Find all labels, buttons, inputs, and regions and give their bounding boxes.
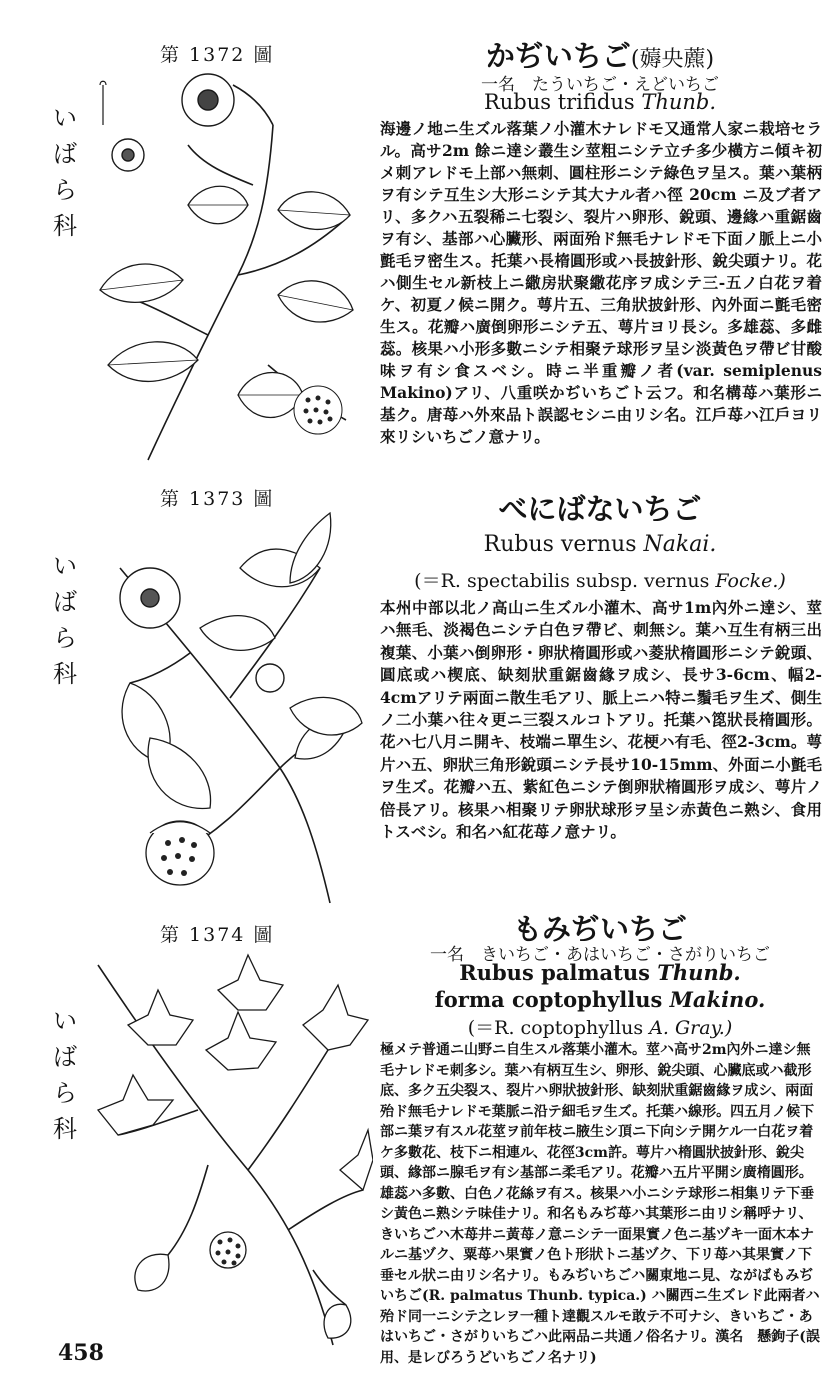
family-label-1374: い ば ら 科 [53,1007,77,1143]
figure-label-1374: 第 1374 圖 [160,924,275,946]
synonym-1374: (＝R. coptophyllus A. Gray.) [467,1017,733,1039]
description-1373: 本州中部以北ノ高山ニ生ズル小灌木、高サ1m內外ニ達シ、莖ハ無毛、淡褐色ニシテ白色ヲ帶ビ、刺無シ。葉ハ互生有柄三出複葉、小葉ハ倒卵形・卵狀楕圓形或ハ菱狀楕圓形ニシテ銳頭、圓底或ハ楔底、缺刻狀重鋸齒緣ヲ成シ、長サ3-6cm、幅2-4cmアリテ兩面ニ散生毛アリ、脈上ニハ特ニ鬚毛ヲ生ズ、側生ノ二小葉ハ往々更ニ三裂スルコトアリ。托葉ハ箆狀長楕圓形。花ハ七八月ニ開キ、枝端ニ單生シ、花梗ハ有毛、徑2-3cm。萼片ハ五、卵狀三角形銳頭ニシテ長サ10-15mm、外面ニ小氈毛ヲ生ズ。花瓣ハ五、紫紅色ニシテ倒卵狀楕圓形ヲ成シ、萼片ノ倍長アリ。核果ハ相聚リテ卵狀球形ヲ呈シ赤黃色ニ熟シ、食用トスベシ。和名ハ紅花苺ノ意ナリ。 [380,598,822,842]
figure-label-1373: 第 1373 圖 [160,488,275,510]
title-kagiichigo: かぢいちご(薅央藨) [485,39,715,73]
scientific-name-1373: Rubus vernus Nakai. [483,532,717,557]
description-1374: 極メテ普通ニ山野ニ自生スル落葉小灌木。莖ハ高サ2m內外ニ達シ無毛ナレドモ刺多シ。葉ハ有柄互生シ、卵形、銳尖頭、心臟底或ハ截形底、多ク五尖裂ス、裂片ハ卵狀披針形、缺刻狀重鋸齒緣ヲ成シ、兩面殆ド無毛ナレドモ葉脈ニ沿テ細毛ヲ生ズ。托葉ハ線形。四五月ノ候下部ニ葉ヲ有スル花莖ヲ前年枝ニ腋生シ頂ニ下向シテ開ケル一白花ヲ着ケ多數花、枝下ニ相連ル、花徑3cm許。萼片ハ楕圓狀披針形、銳尖頭、緣部ニ腺毛ヲ有シ基部ニ柔毛アリ。花瓣ハ五片平開シ廣楕圓形。雄蕊ハ多數、白色ノ花絲ヲ有ス。核果ハ小ニシテ球形ニ相集リテ下垂シ黃色ニ熟シテ味佳ナリ。和名もみぢ苺ハ其葉形ニ由リシ稱呼ナリ、きいちごハ木苺井ニ黃苺ノ意ニシテ一面果實ノ色ニ基ヅキ一面木本ナルニ基ヅク、粟苺ハ果實ノ色ト形狀トニ基ヅク、下リ苺ハ其果實ノ下垂セル狀ニ由リシ名ナリ。もみぢいちごハ關東地ニ見、ながばもみぢいちご(R. palmatus Thunb. typica.) ハ關西ニ生ズレド此兩者ハ殆ド同一ニシテ之レヲ一種ト達觀スルモ敢テ不可ナシ、きいちご・あはいちご・さがりいちごハ此兩品ニ共通ノ俗名ナリ。漢名 懸鉤子(誤用、是レびろうどいちごノ名ナリ) [380,1042,820,1366]
title-benibanaichigo: べにばないちご [498,492,702,526]
description-1372: 海邊ノ地ニ生ズル落葉ノ小灌木ナレドモ又通常人家ニ栽培セラル。高サ2m 餘ニ達シ叢生シ莖粗ニシテ立チ多少橫方ニ傾キ初メ刺アレドモ上部ハ無刺、圓柱形ニシテ綠色ヲ呈ス。葉ハ葉柄ヲ有シテ互生シ大形ニシテ其大ナル者ハ徑 20cm ニ及ブ者アリ、多クハ五裂稀ニ七裂シ、裂片ハ卵形、銳頭、邊緣ハ重鋸齒ヲ有シ、基部ハ心臟形、兩面殆ド無毛ナレドモ下面ノ脈上ニ小氈毛ヲ密生ス。托葉ハ長楕圓形或ハ長披針形、銳尖頭ナリ。花ハ側生セル新枝上ニ繖房狀聚繖花序ヲ成シテ三-五ノ白花ヲ着ケ、初夏ノ候ニ開ク。萼片五、三角狀披針形、內外面ニ氈毛密生ス。花瓣ハ廣倒卵形ニシテ五、萼片ヨリ長シ。多雄蕊、多雌蕊。核果ハ小形多數ニシテ相聚テ球形ヲ呈シ淡黃色ヲ帶ビ甘酸味ヲ有シ食スベシ。時ニ半重瓣ノ者(var. semiplenus Makino)アリ、八重咲かぢいちごト云フ。和名構苺ハ葉形ニ基ク。唐苺ハ外來品ト誤認セシニ由リシ名。江戶苺ハ江戶ヨリ來リシいちごノ意ナリ。 [380,119,823,446]
family-label-1373: い ば ら 科 [53,552,77,688]
synonym-1373: (＝R. spectabilis subsp. vernus Focke.) [414,570,786,592]
forma-1374: forma coptophyllus Makino. [434,987,766,1012]
scientific-name-1374: Rubus palmatus Thunb. [459,960,741,985]
scientific-name-1372: Rubus trifidus Thunb. [483,90,717,114]
alt-name-kagiichigo: 一名 たういちご・えどいちご [481,75,719,95]
title-momijiichigo: もみぢいちご [512,912,687,946]
figure-label-1372: 第 1372 圖 [160,44,275,66]
page-number: 458 [58,1340,104,1366]
illustration-rubus-trifidus [88,65,370,465]
family-label-1372: い ば ら 科 [53,104,77,240]
alt-name-momijiichigo: 一名 きいちご・あはいちご・さがりいちご [430,945,770,965]
illustration-rubus-vernus [90,508,365,908]
illustration-rubus-palmatus [88,950,373,1355]
